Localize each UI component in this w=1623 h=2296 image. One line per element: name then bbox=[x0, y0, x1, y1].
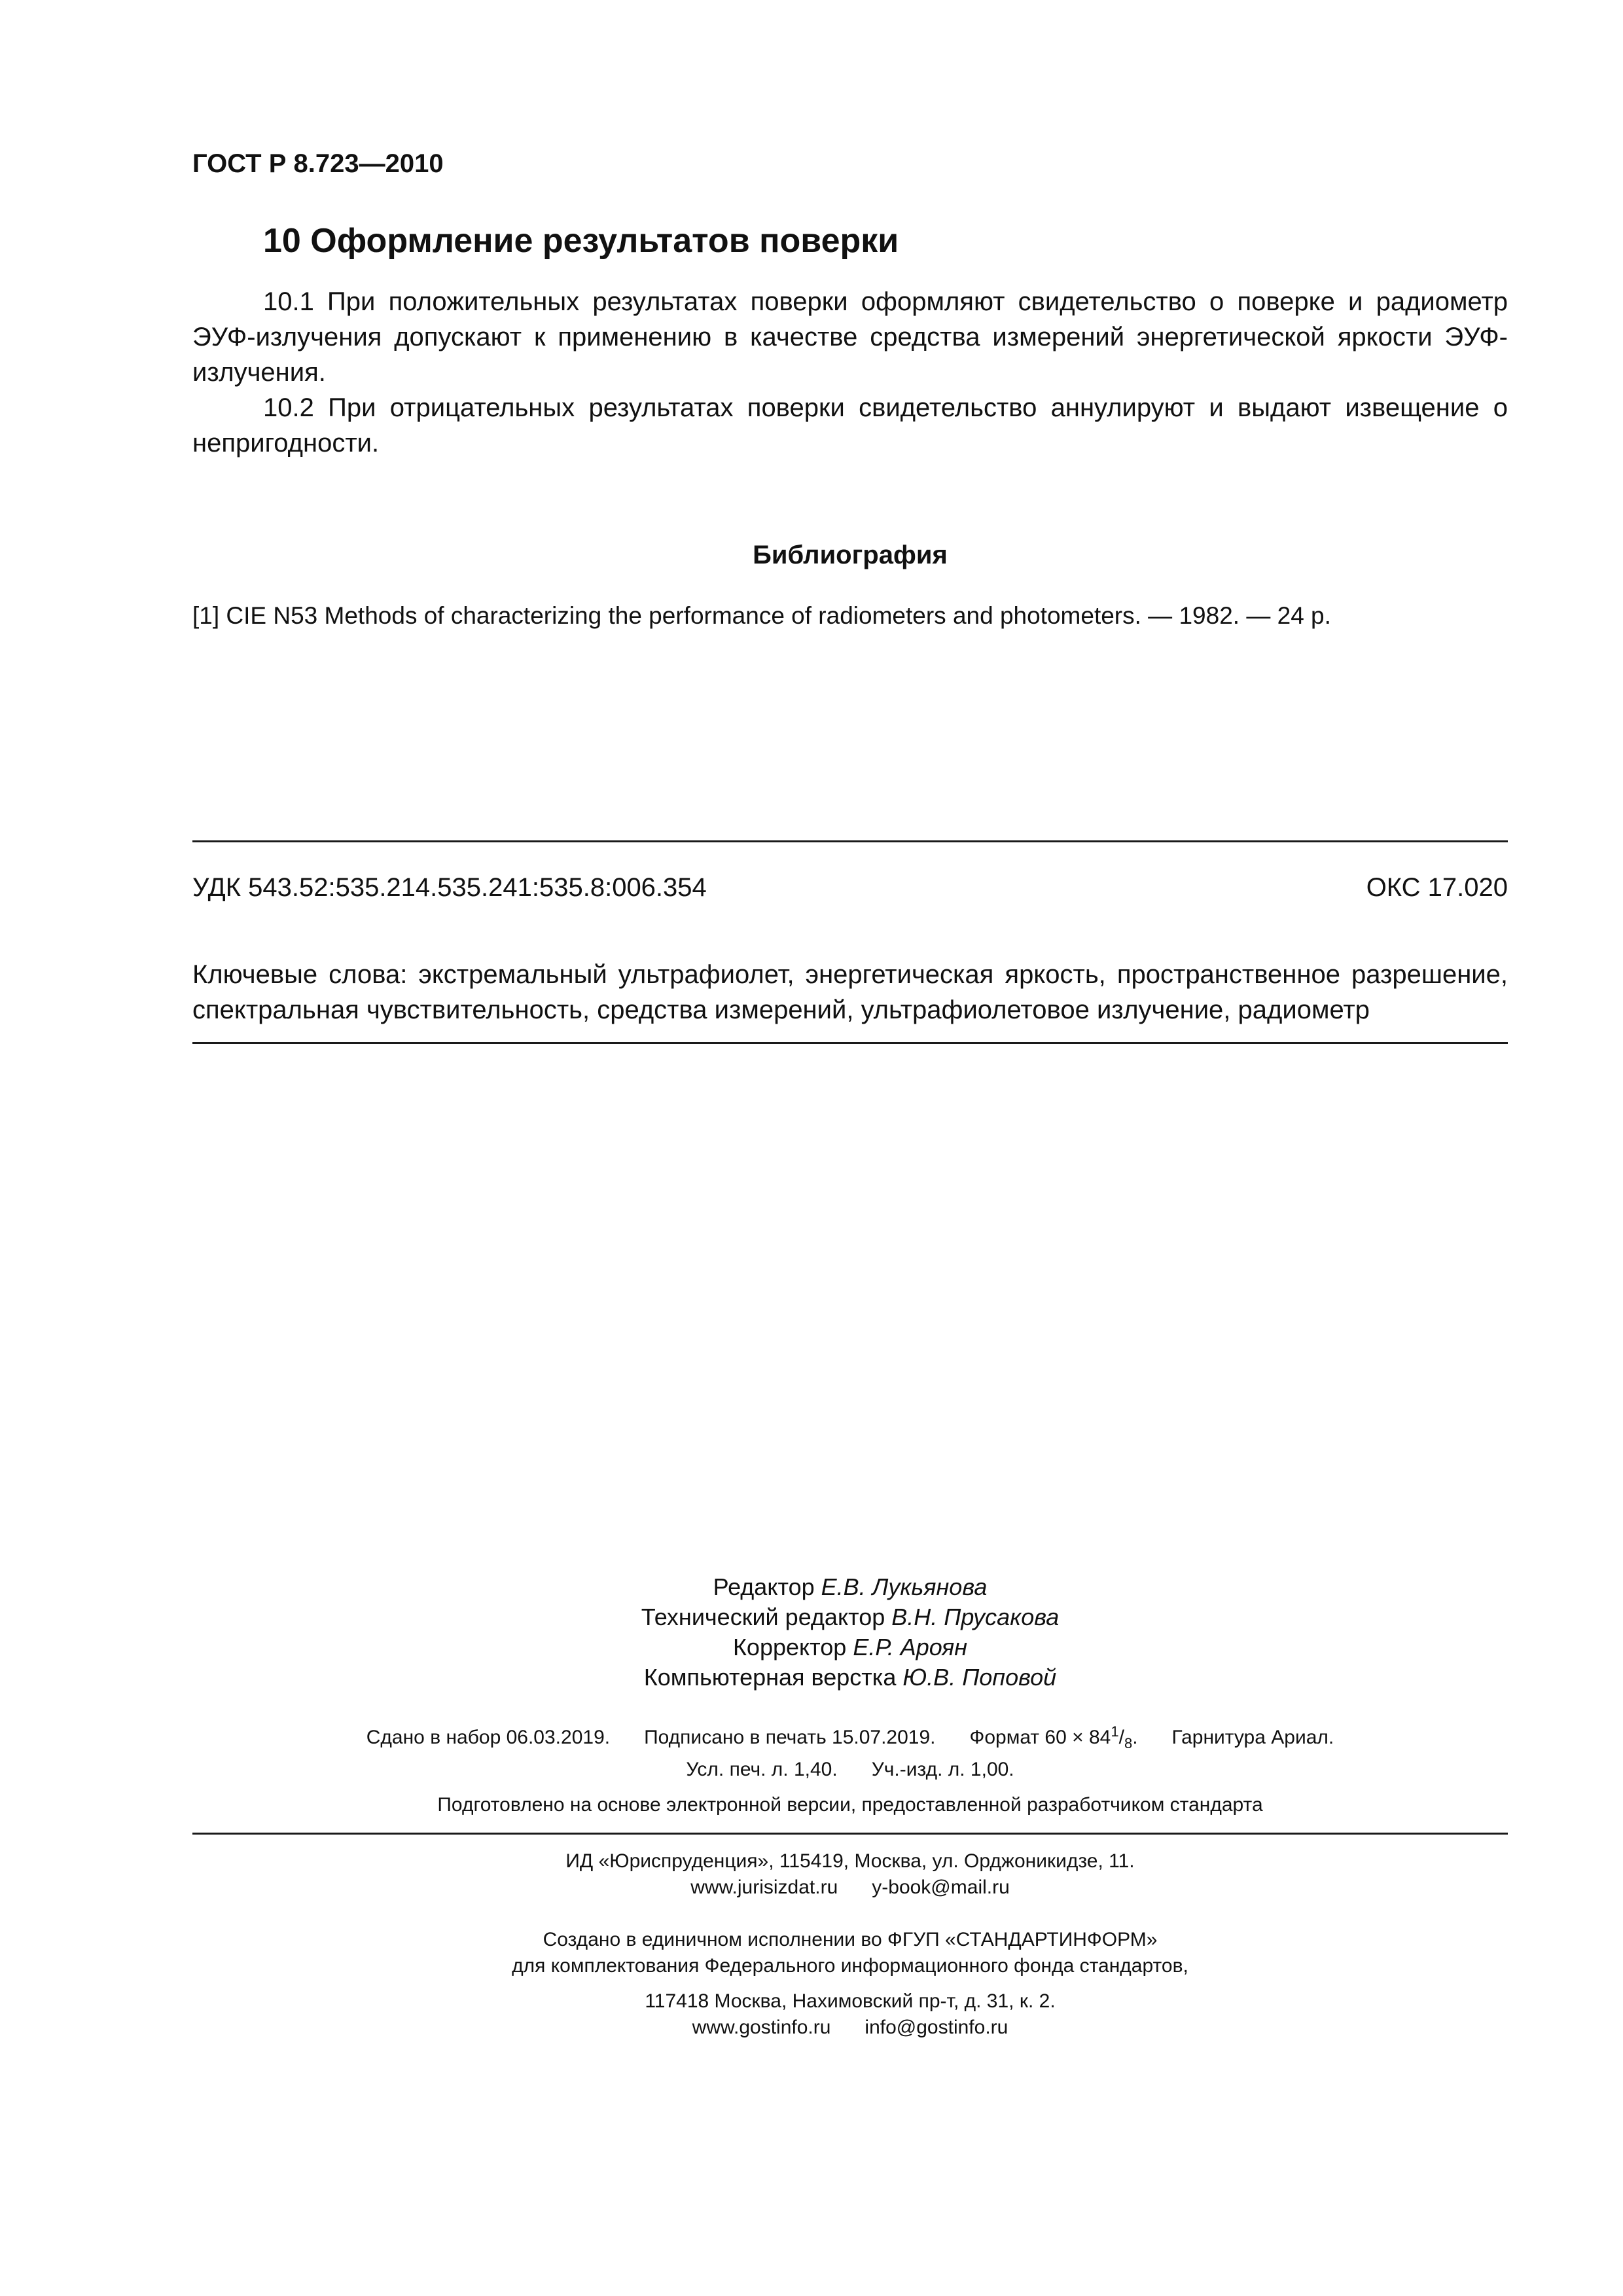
credit-role: Корректор bbox=[732, 1634, 847, 1660]
bibliography-title: Библиография bbox=[753, 541, 948, 569]
creator-block bbox=[192, 1927, 1508, 2041]
credit-line bbox=[192, 1602, 1508, 1632]
credit-name: Е.В. Лукьянова bbox=[821, 1573, 988, 1600]
print-format: Формат $60 \times 84^1/_8$. bbox=[969, 1723, 1138, 1751]
credit-name: Ю.В. Поповой bbox=[902, 1664, 1057, 1691]
credit-role: Редактор bbox=[713, 1573, 815, 1600]
typeface: Гарнитура Ариал. bbox=[1171, 1727, 1334, 1748]
divider-top bbox=[192, 840, 1508, 842]
creator-line-2: для комплектования Федерального информационного фонда стандартов, bbox=[512, 1955, 1188, 1977]
keywords: Ключевые слова: экстремальный ультрафиолет, энергетическая яркость, пространственное разрешение, спектральная чувствительность, средства измерений, ультрафиолетовое излучение, радиометр bbox=[192, 960, 1508, 1024]
publisher-block bbox=[192, 1848, 1508, 1901]
bibliography-item: [1] CIE N53 Methods of characterizing the performance of radiometers and photometers. — 1982. — 24 p. bbox=[192, 602, 1331, 629]
credit-name: Е.Р. Ароян bbox=[853, 1634, 968, 1660]
divider-imprint bbox=[192, 1833, 1508, 1835]
publisher-site: www.jurisizdat.ru bbox=[690, 1876, 838, 1898]
paragraph-10-1: 10.1 При положительных результатах поверки оформляют свидетельство о поверке и радиометр ЭУФ-излучения допускают к применению в качестве средства измерений энергетической яркости ЭУФ-излучения. bbox=[192, 287, 1508, 387]
creator-contacts bbox=[192, 2015, 1508, 2041]
credit-name: В.Н. Прусакова bbox=[891, 1604, 1060, 1630]
creator-line-1: Создано в единичном исполнении во ФГУП «СТАНДАРТИНФОРМ» bbox=[543, 1929, 1158, 1950]
signed-date: Подписано в печать 15.07.2019. bbox=[644, 1727, 936, 1748]
standard-code: ГОСТ Р 8.723—2010 bbox=[192, 149, 444, 178]
imprint-line-1 bbox=[192, 1719, 1508, 1757]
creator-email: info@gostinfo.ru bbox=[865, 2017, 1008, 2038]
paragraph-10-2: 10.2 При отрицательных результатах поверки свидетельство аннулируют и выдают извещение о непригодности. bbox=[192, 393, 1508, 457]
publisher-sheets: Уч.-изд. л. 1,00. bbox=[871, 1759, 1014, 1780]
creator-address: 117418 Москва, Нахимовский пр-т, д. 31, к. 2. bbox=[645, 1990, 1056, 2012]
imprint-details bbox=[192, 1719, 1508, 1783]
publisher-contacts bbox=[192, 1874, 1508, 1901]
credit-role: Технический редактор bbox=[641, 1604, 885, 1630]
prepared-note: Подготовлено на основе электронной версии, предоставленной разработчиком стандарта bbox=[437, 1794, 1263, 1816]
classification-row bbox=[192, 873, 1508, 903]
credit-line bbox=[192, 1662, 1508, 1693]
oks-code: ОКС 17.020 bbox=[1366, 873, 1508, 902]
credit-role: Компьютерная верстка bbox=[643, 1664, 897, 1691]
typeset-date: Сдано в набор 06.03.2019. bbox=[366, 1727, 611, 1748]
imprint-line-2 bbox=[192, 1757, 1508, 1783]
section-title: 10 Оформление результатов поверки bbox=[263, 222, 899, 260]
udk-code: УДК 543.52:535.214.535.241:535.8:006.354 bbox=[192, 873, 707, 902]
publisher-address: ИД «Юриспруденция», 115419, Москва, ул. Орджоникидзе, 11. bbox=[565, 1850, 1135, 1872]
publisher-email: y-book@mail.ru bbox=[872, 1876, 1010, 1898]
section-body bbox=[192, 284, 1508, 461]
divider-bottom bbox=[192, 1042, 1508, 1044]
credits-block bbox=[192, 1572, 1508, 1693]
creator-site: www.gostinfo.ru bbox=[692, 2017, 831, 2038]
credit-line bbox=[192, 1572, 1508, 1602]
print-sheets: Усл. печ. л. 1,40. bbox=[686, 1759, 838, 1780]
credit-line bbox=[192, 1632, 1508, 1662]
